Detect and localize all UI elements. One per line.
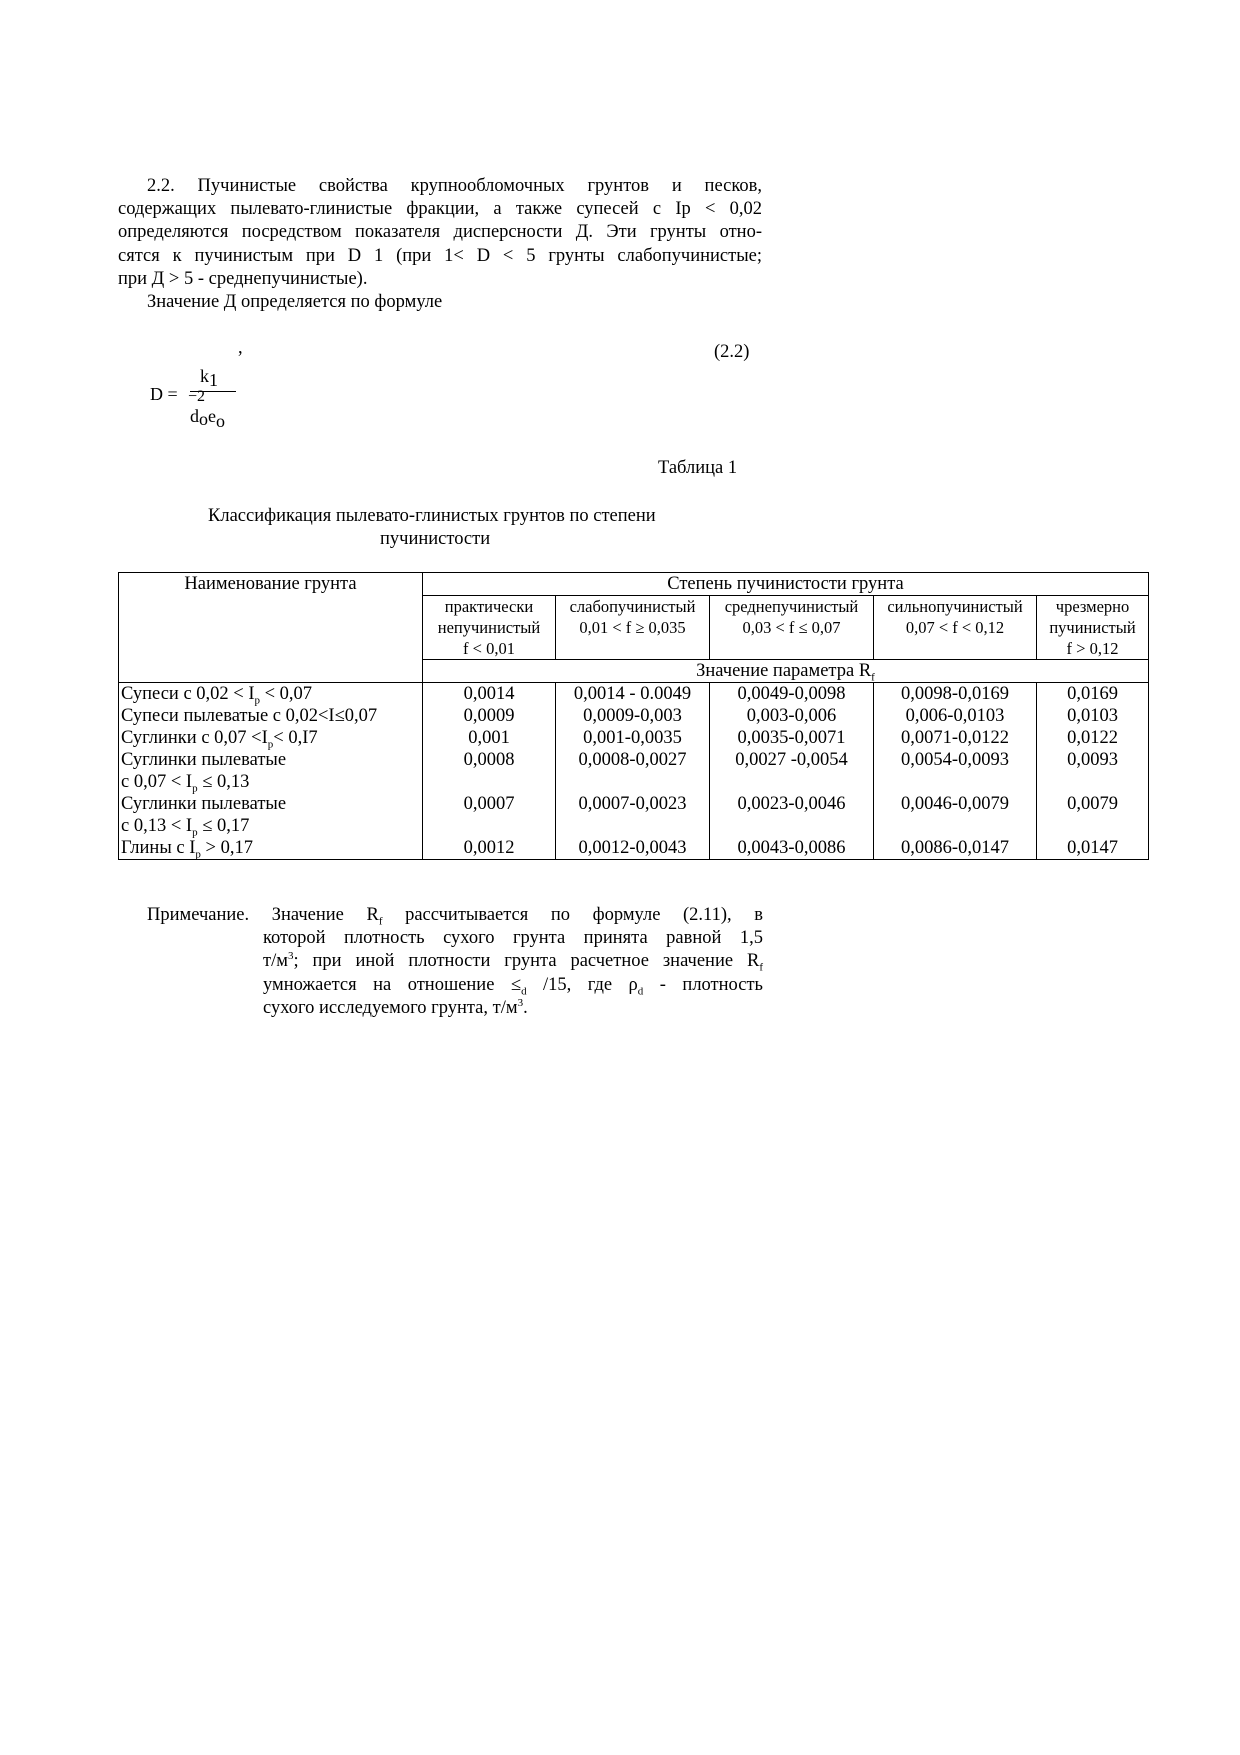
param-header: Значение параметра $R_f$	[423, 660, 1149, 683]
value-cell: 0,0035-0,0071	[710, 727, 874, 749]
formula-numerator: k1	[200, 366, 218, 390]
classification-table	[118, 572, 1149, 860]
category-header: чрезмерно пучинистый f > 0,12	[1037, 596, 1149, 660]
value-cell: 0,001	[423, 727, 556, 749]
category-header: практически непучинистый f < 0,01	[423, 596, 556, 660]
value-cell: 0,0009-0,003	[556, 705, 710, 727]
value-cell: 0,0007-0,0023	[556, 793, 710, 837]
paragraph-line: определяются посредством показателя дисперсности Д. Эти грунты отно-	[118, 222, 762, 243]
table-note	[147, 904, 763, 1020]
formula-intro: Значение Д определяется по формуле	[147, 292, 443, 313]
paragraph-line: содержащих пылевато-глинистые фракции, а также супесей с Ip < 0,02	[118, 199, 762, 220]
value-cell: 0,0049-0,0098	[710, 683, 874, 706]
value-cell: 0,0007	[423, 793, 556, 837]
value-cell: 0,0014	[423, 683, 556, 706]
value-cell: 0,0027 -0,0054	[710, 749, 874, 793]
category-header: слабопучинистый 0,01 < f ≥ 0,035	[556, 596, 710, 660]
value-cell: 0,0014 - 0.0049	[556, 683, 710, 706]
soil-name-cell: Супеси с $0,02 < I_p < 0,07$	[119, 683, 423, 706]
soil-name-cell: Суглинки с $0,07 <I_p< 0,I7$	[119, 727, 423, 749]
formula-number: (2.2)	[714, 342, 750, 362]
formula-den-sup: −2	[188, 388, 206, 405]
note-line: которой плотность сухого грунта принята равной 1,5	[263, 928, 763, 949]
formula-lhs: D =	[150, 384, 178, 404]
note-line: умножается на отношение $\le_d$ /15, где $\rho_d$ - плотность	[263, 974, 763, 998]
category-header: среднепучинистый 0,03 < f ≤ 0,07	[710, 596, 874, 660]
formula-denominator: doeo	[190, 406, 225, 431]
table-row	[119, 793, 1149, 837]
intro-paragraph	[118, 175, 762, 314]
table-row	[119, 705, 1149, 727]
paragraph-line: при Д > 5 - среднепучинистые).	[118, 268, 368, 289]
value-cell: 0,0122	[1037, 727, 1149, 749]
value-cell: 0,0103	[1037, 705, 1149, 727]
col-header-group: Степень пучинистости грунта	[423, 573, 1149, 596]
table-label: Таблица 1	[658, 458, 738, 478]
value-cell: 0,0008-0,0027	[556, 749, 710, 793]
value-cell: 0,0093	[1037, 749, 1149, 793]
note-line: сухого исследуемого грунта, $т/м^3$.	[263, 996, 528, 1018]
note-line: Примечание. Значение $R_f$ рассчитывается по формуле (2.11), в	[147, 905, 763, 928]
value-cell: 0,0086-0,0147	[874, 837, 1037, 860]
table-row	[119, 749, 1149, 793]
value-cell: 0,0008	[423, 749, 556, 793]
value-cell: 0,0079	[1037, 793, 1149, 837]
value-cell: 0,0098-0,0169	[874, 683, 1037, 706]
soil-name-cell: Суглинки пылеватые с $0,07 < I_p \le 0,13$	[119, 749, 423, 793]
value-cell: 0,0046-0,0079	[874, 793, 1037, 837]
table-row	[119, 837, 1149, 860]
paragraph-line: 2.2. Пучинистые свойства крупнообломочных грунтов и песков,	[147, 176, 762, 196]
table-title-line2: пучинистости	[380, 529, 491, 549]
value-cell: 0,003-0,006	[710, 705, 874, 727]
value-cell: 0,0169	[1037, 683, 1149, 706]
table-row	[119, 683, 1149, 706]
category-header: сильнопучинистый 0,07 < f < 0,12	[874, 596, 1037, 660]
soil-name-cell: Суглинки пылеватые с $0,13 < I_p \le 0,17$	[119, 793, 423, 837]
col-header-name: Наименование грунта	[119, 573, 423, 683]
soil-name-cell: Супеси пылеватые с 0,02<I≤0,07	[119, 705, 423, 727]
table-title-line1: Классификация пылевато-глинистых грунтов по степени	[208, 506, 656, 526]
soil-name-cell: Глины с $I_p > 0,17$	[119, 837, 423, 860]
value-cell: 0,0012-0,0043	[556, 837, 710, 860]
formula-d	[148, 366, 268, 436]
value-cell: 0,006-0,0103	[874, 705, 1037, 727]
formula-comma: ,	[238, 338, 243, 358]
value-cell: 0,0043-0,0086	[710, 837, 874, 860]
value-cell: 0,0009	[423, 705, 556, 727]
paragraph-line: сятся к пучинистым при D 1 (при 1< D < 5 грунты слабопучинистые;	[118, 245, 762, 266]
value-cell: 0,0071-0,0122	[874, 727, 1037, 749]
value-cell: 0,0147	[1037, 837, 1149, 860]
value-cell: 0,0023-0,0046	[710, 793, 874, 837]
table-row	[119, 727, 1149, 749]
value-cell: 0,0054-0,0093	[874, 749, 1037, 793]
note-line: $т/м^3$; при иной плотности грунта расчетное значение $R_f$	[263, 950, 763, 975]
value-cell: 0,001-0,0035	[556, 727, 710, 749]
value-cell: 0,0012	[423, 837, 556, 860]
